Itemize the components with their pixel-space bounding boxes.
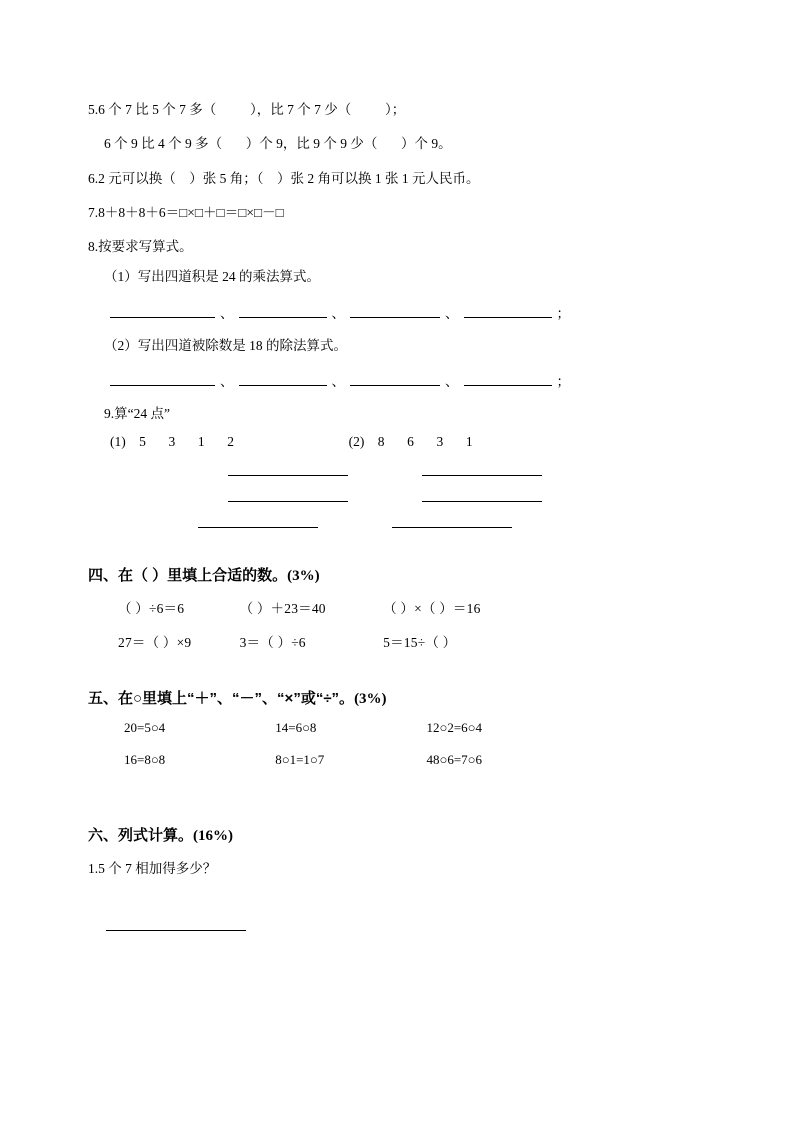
blank-separator: 、 (331, 373, 345, 389)
answer-blank[interactable] (106, 917, 246, 931)
worksheet-content (88, 100, 708, 936)
point24-num: 1 (197, 434, 205, 449)
blank-separator: 、 (445, 305, 459, 321)
answer-line-row (198, 510, 708, 536)
answer-blank[interactable] (239, 372, 327, 386)
question-6: 6.2 元可以换（ ）张 5 角；（ ）张 2 角可以换 1 张 1 元人民币。 (88, 170, 480, 186)
point24-label-2: (2) (348, 434, 365, 449)
answer-blank[interactable] (422, 458, 542, 476)
answer-blank[interactable] (228, 458, 348, 476)
section-four-title: 四、在（ ）里填上合适的数。 (88, 567, 288, 584)
section-six-title: 六、列式计算。 (88, 827, 194, 844)
operator-blank-item[interactable]: 48○6=7○6 (426, 752, 483, 767)
equation-cell[interactable]: （ ）×（ ）＝16 (383, 601, 481, 616)
point24-num: 2 (227, 434, 234, 449)
blank-separator: 、 (445, 373, 459, 389)
point24-num: 1 (465, 434, 473, 449)
question-8-part-1: （1）写出四道积是 24 的乘法算式。 (104, 269, 320, 285)
blank-separator: 、 (220, 373, 234, 389)
point24-num: 6 (407, 434, 414, 449)
section-five-heading (88, 687, 708, 708)
section-four-heading (88, 564, 708, 585)
question-5-line-2: 6 个 9 比 4 个 9 多（ ）个 9，比 9 个 9 少（ ）个 9。 (104, 136, 452, 152)
operator-blank-item[interactable]: 12○2=6○4 (426, 720, 483, 735)
answer-blank[interactable] (464, 304, 552, 318)
question-8: 8.按要求写算式。 (88, 239, 193, 254)
section-six-question-1: 1.5 个 7 相加得多少？ (88, 861, 217, 876)
equation-cell[interactable]: 27＝（ ）×9 (118, 635, 192, 650)
answer-blank[interactable] (228, 484, 348, 502)
point24-num: 3 (436, 434, 444, 449)
question-8-part-2: （2）写出四道被除数是 18 的除法算式。 (104, 337, 347, 353)
operator-blank-item[interactable]: 8○1=1○7 (275, 752, 325, 767)
section-six-heading (88, 824, 708, 845)
blank-end: ； (556, 305, 570, 321)
blank-separator: 、 (331, 305, 345, 321)
section-four-score: (3%) (287, 568, 320, 584)
point24-num: 5 (139, 434, 146, 449)
answer-blank[interactable] (422, 484, 542, 502)
answer-blank[interactable] (350, 372, 440, 386)
section-four-row-2 (118, 631, 708, 651)
section-five-title: 五、在○里填上“＋”、“－”、“×”或“÷”。 (88, 690, 355, 707)
answer-line-row (228, 484, 708, 510)
answer-blank[interactable] (464, 372, 552, 386)
point24-label-1: (1) (110, 434, 126, 449)
answer-blank[interactable] (392, 510, 512, 528)
operator-blank-item[interactable]: 16=8○8 (124, 752, 166, 767)
point24-answer-lines (228, 458, 708, 536)
answer-blank[interactable] (110, 304, 215, 318)
answer-blank[interactable] (350, 304, 440, 318)
point24-num: 8 (377, 434, 385, 449)
operator-blank-item[interactable]: 20=5○4 (124, 720, 166, 735)
equation-cell[interactable]: 3＝（ ）÷6 (239, 635, 306, 650)
blank-end: ； (556, 373, 570, 389)
question-9: 9.算“24 点” (104, 405, 170, 421)
section-five-row-2 (124, 752, 708, 768)
section-six-answer-line (106, 917, 708, 936)
section-five-row-1 (124, 720, 708, 736)
equation-cell[interactable]: 5＝15÷（ ） (383, 635, 457, 650)
blank-separator: 、 (220, 305, 234, 321)
answer-blank[interactable] (239, 304, 327, 318)
answer-blanks-row-1 (110, 302, 708, 322)
answer-line-row (228, 458, 708, 484)
section-five-score: (3%) (354, 691, 387, 707)
question-7: 7.8＋8＋8＋6＝□×□＋□＝□×□－□ (88, 204, 284, 220)
equation-cell[interactable]: （ ）＋23＝40 (239, 601, 326, 616)
answer-blank[interactable] (110, 372, 215, 386)
point24-numbers (110, 434, 708, 450)
section-four-row-1 (118, 597, 708, 617)
point24-num: 3 (168, 434, 176, 449)
operator-blank-item[interactable]: 14=6○8 (275, 720, 317, 735)
section-six-score: (16%) (193, 828, 234, 844)
answer-blank[interactable] (198, 510, 318, 528)
answer-blanks-row-2 (110, 370, 708, 390)
equation-cell[interactable]: （ ）÷6＝6 (118, 601, 185, 616)
question-5-line-1: 5.6 个 7 比 5 个 7 多（ ），比 7 个 7 少（ ）； (88, 102, 406, 117)
